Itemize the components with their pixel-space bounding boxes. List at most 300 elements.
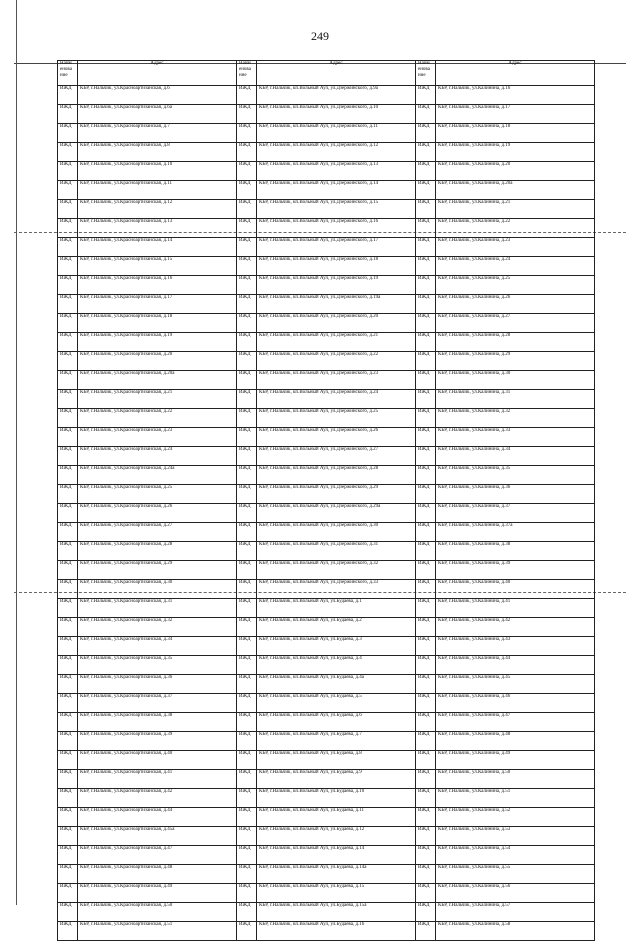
object-type-cell: ИЖД [58, 846, 78, 865]
object-type-cell: ИЖД [237, 200, 257, 219]
object-type-cell: ИЖД [416, 257, 436, 276]
address-cell: КБР, г.Нальчик, ул.Красноартизанская, д.34 [78, 637, 237, 656]
object-type-cell: ИЖД [416, 390, 436, 409]
table-row [58, 371, 595, 390]
object-type-cell: ИЖД [416, 903, 436, 922]
address-cell: КБР, г.Нальчик, ул.Калинина, д.49 [436, 751, 595, 770]
address-cell: КБР, г.Нальчик, кп.Вольный Аул, ул.Будаева, д.5 [257, 694, 416, 713]
object-type-cell: ИЖД [58, 257, 78, 276]
object-type-cell: ИЖД [416, 922, 436, 941]
table-row [58, 808, 595, 827]
object-type-cell: ИЖД [58, 352, 78, 371]
object-type-cell: ИЖД [58, 238, 78, 257]
address-cell: КБР, г.Нальчик, ул.Красноартизанская, д.22 [78, 409, 237, 428]
header-address: Адрес [257, 61, 416, 86]
table-row [58, 770, 595, 789]
object-type-cell: ИЖД [416, 846, 436, 865]
address-cell: КБР, г.Нальчик, ул.Красноартизанская, д.25 [78, 485, 237, 504]
object-type-cell: ИЖД [416, 675, 436, 694]
table-row [58, 352, 595, 371]
address-cell: КБР, г.Нальчик, кп.Вольный Аул, ул.Будаева, д.12 [257, 827, 416, 846]
left-margin-rule [16, 0, 17, 905]
address-cell: КБР, г.Нальчик, ул.Калинина, д.47 [436, 713, 595, 732]
object-type-cell: ИЖД [58, 485, 78, 504]
address-cell: КБР, г.Нальчик, ул.Красноартизанская, д.6а [78, 105, 237, 124]
address-cell: КБР, г.Нальчик, ул.Красноартизанская, д.24а [78, 466, 237, 485]
address-cell: КБР, г.Нальчик, ул.Калинина, д.42 [436, 618, 595, 637]
address-cell: КБР, г.Нальчик, ул.Красноартизанская, д.20а [78, 371, 237, 390]
address-cell: КБР, г.Нальчик, ул.Красноартизанская, д.39 [78, 732, 237, 751]
address-cell: КБР, г.Нальчик, ул.Калинина, д.54 [436, 846, 595, 865]
object-type-cell: ИЖД [237, 485, 257, 504]
address-cell: КБР, г.Нальчик, кп.Вольный Аул, ул.Будаева, д.4 [257, 656, 416, 675]
table-row [58, 675, 595, 694]
table-row [58, 257, 595, 276]
table-row [58, 656, 595, 675]
address-cell: КБР, г.Нальчик, кп.Вольный Аул, ул.Дзержинского, д.23 [257, 371, 416, 390]
object-type-cell: ИЖД [237, 656, 257, 675]
table-row [58, 181, 595, 200]
object-type-cell: ИЖД [237, 466, 257, 485]
object-type-cell: ИЖД [58, 637, 78, 656]
address-cell: КБР, г.Нальчик, ул.Красноартизанская, д.51 [78, 922, 237, 941]
address-cell: КБР, г.Нальчик, кп.Вольный Аул, ул.Дзержинского, д.24 [257, 390, 416, 409]
table-row [58, 86, 595, 105]
address-cell: КБР, г.Нальчик, кп.Вольный Аул, ул.Дзержинского, д.22 [257, 352, 416, 371]
header-address: Адрес [78, 61, 237, 86]
object-type-cell: ИЖД [237, 86, 257, 105]
object-type-cell: ИЖД [237, 257, 257, 276]
header-name: Наим енова ние [58, 61, 78, 86]
object-type-cell: ИЖД [58, 428, 78, 447]
table-row [58, 314, 595, 333]
object-type-cell: ИЖД [58, 618, 78, 637]
address-cell: КБР, г.Нальчик, ул.Калинина, д.32 [436, 409, 595, 428]
table-row [58, 466, 595, 485]
object-type-cell: ИЖД [237, 181, 257, 200]
object-type-cell: ИЖД [237, 542, 257, 561]
object-type-cell: ИЖД [416, 181, 436, 200]
object-type-cell: ИЖД [58, 770, 78, 789]
object-type-cell: ИЖД [416, 599, 436, 618]
object-type-cell: ИЖД [416, 618, 436, 637]
address-cell: КБР, г.Нальчик, ул.Красноартизанская, д.24 [78, 447, 237, 466]
table-row [58, 713, 595, 732]
object-type-cell: ИЖД [58, 219, 78, 238]
address-cell: КБР, г.Нальчик, кп.Вольный Аул, ул.Дзержинского, д.12 [257, 143, 416, 162]
address-cell: КБР, г.Нальчик, ул.Красноартизанская, д.12 [78, 200, 237, 219]
address-cell: КБР, г.Нальчик, кп.Вольный Аул, ул.Дзержинского, д.13 [257, 162, 416, 181]
table-row [58, 238, 595, 257]
object-type-cell: ИЖД [237, 694, 257, 713]
address-cell: КБР, г.Нальчик, ул.Красноартизанская, д.15 [78, 257, 237, 276]
address-cell: КБР, г.Нальчик, кп.Вольный Аул, ул.Дзержинского, д.9а [257, 86, 416, 105]
table-row [58, 618, 595, 637]
object-type-cell: ИЖД [237, 352, 257, 371]
address-cell: КБР, г.Нальчик, кп.Вольный Аул, ул.Дзержинского, д.29 [257, 485, 416, 504]
object-type-cell: ИЖД [416, 561, 436, 580]
table-row [58, 447, 595, 466]
address-cell: КБР, г.Нальчик, ул.Красноартизанская, д.38 [78, 713, 237, 732]
address-cell: КБР, г.Нальчик, кп.Вольный Аул, ул.Дзержинского, д.10 [257, 105, 416, 124]
object-type-cell: ИЖД [58, 181, 78, 200]
object-type-cell: ИЖД [237, 333, 257, 352]
table-row [58, 409, 595, 428]
table-row [58, 865, 595, 884]
object-type-cell: ИЖД [416, 333, 436, 352]
address-cell: КБР, г.Нальчик, ул.Красноартизанская, д.19 [78, 333, 237, 352]
address-cell: КБР, г.Нальчик, ул.Калинина, д.21 [436, 200, 595, 219]
address-cell: КБР, г.Нальчик, ул.Калинина, д.52 [436, 808, 595, 827]
address-cell: КБР, г.Нальчик, ул.Красноартизанская, д.48 [78, 865, 237, 884]
object-type-cell: ИЖД [58, 808, 78, 827]
table-row [58, 542, 595, 561]
address-cell: КБР, г.Нальчик, ул.Калинина, д.16 [436, 86, 595, 105]
address-cell: КБР, г.Нальчик, ул.Калинина, д.51 [436, 789, 595, 808]
header-address: Адрес [436, 61, 595, 86]
object-type-cell: ИЖД [58, 447, 78, 466]
address-cell: КБР, г.Нальчик, ул.Красноартизанская, д.26 [78, 504, 237, 523]
address-cell: КБР, г.Нальчик, кп.Вольный Аул, ул.Дзержинского, д.33 [257, 580, 416, 599]
address-cell: КБР, г.Нальчик, ул.Красноартизанская, д.18 [78, 314, 237, 333]
address-cell: КБР, г.Нальчик, ул.Калинина, д.45 [436, 675, 595, 694]
address-cell: КБР, г.Нальчик, ул.Красноартизанская, д.32 [78, 618, 237, 637]
object-type-cell: ИЖД [237, 751, 257, 770]
table-row [58, 599, 595, 618]
address-cell: КБР, г.Нальчик, ул.Красноартизанская, д.21 [78, 390, 237, 409]
object-type-cell: ИЖД [416, 409, 436, 428]
object-type-cell: ИЖД [416, 314, 436, 333]
object-type-cell: ИЖД [237, 390, 257, 409]
address-cell: КБР, г.Нальчик, кп.Вольный Аул, ул.Будаева, д.3 [257, 637, 416, 656]
table-row [58, 390, 595, 409]
object-type-cell: ИЖД [237, 865, 257, 884]
address-cell: КБР, г.Нальчик, ул.Калинина, д.28 [436, 333, 595, 352]
object-type-cell: ИЖД [58, 105, 78, 124]
address-cell: КБР, г.Нальчик, ул.Красноартизанская, д.13 [78, 219, 237, 238]
object-type-cell: ИЖД [416, 200, 436, 219]
address-cell: КБР, г.Нальчик, ул.Красноартизанская, д.36 [78, 675, 237, 694]
header-row [58, 61, 595, 86]
address-cell: КБР, г.Нальчик, кп.Вольный Аул, ул.Дзержинского, д.30 [257, 523, 416, 542]
address-cell: КБР, г.Нальчик, кп.Вольный Аул, ул.Будаева, д.7 [257, 732, 416, 751]
address-cell: КБР, г.Нальчик, кп.Вольный Аул, ул.Будаева, д.14 [257, 846, 416, 865]
address-cell: КБР, г.Нальчик, кп.Вольный Аул, ул.Дзержинского, д.16 [257, 219, 416, 238]
object-type-cell: ИЖД [58, 675, 78, 694]
address-cell: КБР, г.Нальчик, ул.Красноартизанская, д.31 [78, 599, 237, 618]
object-type-cell: ИЖД [58, 751, 78, 770]
object-type-cell: ИЖД [237, 504, 257, 523]
address-cell: КБР, г.Нальчик, кп.Вольный Аул, ул.Дзержинского, д.14 [257, 181, 416, 200]
object-type-cell: ИЖД [237, 409, 257, 428]
object-type-cell: ИЖД [416, 694, 436, 713]
object-type-cell: ИЖД [237, 162, 257, 181]
table-row [58, 276, 595, 295]
object-type-cell: ИЖД [416, 105, 436, 124]
address-cell: КБР, г.Нальчик, кп.Вольный Аул, ул.Дзержинского, д.20 [257, 314, 416, 333]
table-row [58, 219, 595, 238]
object-type-cell: ИЖД [416, 523, 436, 542]
address-cell: КБР, г.Нальчик, ул.Красноартизанская, д.20 [78, 352, 237, 371]
address-cell: КБР, г.Нальчик, ул.Калинина, д.19 [436, 143, 595, 162]
object-type-cell: ИЖД [416, 504, 436, 523]
table-row [58, 827, 595, 846]
address-cell: КБР, г.Нальчик, ул.Красноартизанская, д.49 [78, 884, 237, 903]
object-type-cell: ИЖД [416, 789, 436, 808]
object-type-cell: ИЖД [58, 409, 78, 428]
object-type-cell: ИЖД [237, 903, 257, 922]
address-cell: КБР, г.Нальчик, ул.Красноартизанская, д.28 [78, 542, 237, 561]
table-row [58, 637, 595, 656]
address-cell: КБР, г.Нальчик, кп.Вольный Аул, ул.Дзержинского, д.19а [257, 295, 416, 314]
address-cell: КБР, г.Нальчик, ул.Калинина, д.55 [436, 865, 595, 884]
address-cell: КБР, г.Нальчик, кп.Вольный Аул, ул.Дзержинского, д.27 [257, 447, 416, 466]
address-cell: КБР, г.Нальчик, ул.Красноартизанская, д.30 [78, 580, 237, 599]
object-type-cell: ИЖД [416, 485, 436, 504]
object-type-cell: ИЖД [237, 884, 257, 903]
address-cell: КБР, г.Нальчик, ул.Калинина, д.41 [436, 599, 595, 618]
address-cell: КБР, г.Нальчик, ул.Красноартизанская, д.47 [78, 846, 237, 865]
table-row [58, 105, 595, 124]
object-type-cell: ИЖД [416, 713, 436, 732]
address-cell: КБР, г.Нальчик, ул.Калинина, д.23 [436, 238, 595, 257]
address-cell: КБР, г.Нальчик, ул.Красноартизанская, д.8 [78, 143, 237, 162]
object-type-cell: ИЖД [416, 276, 436, 295]
object-type-cell: ИЖД [237, 922, 257, 941]
address-cell: КБР, г.Нальчик, кп.Вольный Аул, ул.Будаева, д.11 [257, 808, 416, 827]
object-type-cell: ИЖД [237, 314, 257, 333]
table-row [58, 694, 595, 713]
object-type-cell: ИЖД [58, 865, 78, 884]
address-registry-table [57, 60, 595, 941]
address-cell: КБР, г.Нальчик, ул.Калинина, д.58 [436, 922, 595, 941]
object-type-cell: ИЖД [416, 219, 436, 238]
address-cell: КБР, г.Нальчик, ул.Калинина, д.18 [436, 124, 595, 143]
object-type-cell: ИЖД [58, 314, 78, 333]
object-type-cell: ИЖД [416, 447, 436, 466]
address-cell: КБР, г.Нальчик, ул.Калинина, д.30 [436, 371, 595, 390]
table-row [58, 485, 595, 504]
table-row [58, 504, 595, 523]
object-type-cell: ИЖД [237, 447, 257, 466]
object-type-cell: ИЖД [237, 618, 257, 637]
address-cell: КБР, г.Нальчик, ул.Красноартизанская, д.45а [78, 827, 237, 846]
object-type-cell: ИЖД [58, 295, 78, 314]
address-cell: КБР, г.Нальчик, ул.Красноартизанская, д.14 [78, 238, 237, 257]
header-name: Наим енова ние [237, 61, 257, 86]
address-cell: КБР, г.Нальчик, ул.Красноартизанская, д.6 [78, 86, 237, 105]
address-cell: КБР, г.Нальчик, ул.Калинина, д.53 [436, 827, 595, 846]
address-cell: КБР, г.Нальчик, ул.Калинина, д.26 [436, 295, 595, 314]
object-type-cell: ИЖД [58, 561, 78, 580]
address-cell: КБР, г.Нальчик, ул.Калинина, д.37 [436, 504, 595, 523]
object-type-cell: ИЖД [237, 561, 257, 580]
object-type-cell: ИЖД [416, 428, 436, 447]
address-cell: КБР, г.Нальчик, кп.Вольный Аул, ул.Будаева, д.4а [257, 675, 416, 694]
object-type-cell: ИЖД [416, 770, 436, 789]
object-type-cell: ИЖД [58, 162, 78, 181]
table-row [58, 922, 595, 941]
object-type-cell: ИЖД [58, 713, 78, 732]
address-cell: КБР, г.Нальчик, ул.Калинина, д.46 [436, 694, 595, 713]
address-cell: КБР, г.Нальчик, кп.Вольный Аул, ул.Дзержинского, д.28 [257, 466, 416, 485]
address-cell: КБР, г.Нальчик, ул.Калинина, д.39 [436, 561, 595, 580]
address-cell: КБР, г.Нальчик, ул.Красноартизанская, д.40 [78, 751, 237, 770]
object-type-cell: ИЖД [58, 200, 78, 219]
address-cell: КБР, г.Нальчик, ул.Калинина, д.25 [436, 276, 595, 295]
table-row [58, 333, 595, 352]
table-row [58, 751, 595, 770]
object-type-cell: ИЖД [58, 903, 78, 922]
address-cell: КБР, г.Нальчик, ул.Калинина, д.40 [436, 580, 595, 599]
object-type-cell: ИЖД [237, 808, 257, 827]
object-type-cell: ИЖД [58, 504, 78, 523]
address-cell: КБР, г.Нальчик, ул.Калинина, д.43 [436, 637, 595, 656]
address-cell: КБР, г.Нальчик, ул.Красноартизанская, д.37 [78, 694, 237, 713]
page-number: 249 [311, 29, 329, 43]
object-type-cell: ИЖД [237, 599, 257, 618]
object-type-cell: ИЖД [58, 124, 78, 143]
object-type-cell: ИЖД [58, 732, 78, 751]
object-type-cell: ИЖД [58, 333, 78, 352]
address-cell: КБР, г.Нальчик, кп.Вольный Аул, ул.Дзержинского, д.26 [257, 428, 416, 447]
address-cell: КБР, г.Нальчик, ул.Калинина, д.35 [436, 466, 595, 485]
object-type-cell: ИЖД [237, 143, 257, 162]
address-cell: КБР, г.Нальчик, кп.Вольный Аул, ул.Будаева, д.1 [257, 599, 416, 618]
address-cell: КБР, г.Нальчик, кп.Вольный Аул, ул.Будаева, д.15 [257, 884, 416, 903]
address-cell: КБР, г.Нальчик, ул.Калинина, д.37а [436, 523, 595, 542]
object-type-cell: ИЖД [237, 523, 257, 542]
address-cell: КБР, г.Нальчик, кп.Вольный Аул, ул.Будаева, д.14а [257, 865, 416, 884]
table-row [58, 428, 595, 447]
address-cell: КБР, г.Нальчик, ул.Красноартизанская, д.41 [78, 770, 237, 789]
table-body [58, 86, 595, 941]
header-name: Наим енова ние [416, 61, 436, 86]
table-row [58, 884, 595, 903]
object-type-cell: ИЖД [58, 789, 78, 808]
object-type-cell: ИЖД [416, 295, 436, 314]
address-cell: КБР, г.Нальчик, кп.Вольный Аул, ул.Дзержинского, д.21 [257, 333, 416, 352]
address-cell: КБР, г.Нальчик, кп.Вольный Аул, ул.Будаева, д.2 [257, 618, 416, 637]
address-cell: КБР, г.Нальчик, ул.Калинина, д.27 [436, 314, 595, 333]
object-type-cell: ИЖД [237, 428, 257, 447]
object-type-cell: ИЖД [58, 580, 78, 599]
address-cell: КБР, г.Нальчик, ул.Калинина, д.20а [436, 181, 595, 200]
address-cell: КБР, г.Нальчик, ул.Красноартизанская, д.16 [78, 276, 237, 295]
object-type-cell: ИЖД [416, 732, 436, 751]
object-type-cell: ИЖД [416, 637, 436, 656]
object-type-cell: ИЖД [237, 124, 257, 143]
object-type-cell: ИЖД [416, 162, 436, 181]
table-row [58, 846, 595, 865]
address-cell: КБР, г.Нальчик, ул.Калинина, д.56 [436, 884, 595, 903]
object-type-cell: ИЖД [58, 542, 78, 561]
table-row [58, 732, 595, 751]
object-type-cell: ИЖД [237, 846, 257, 865]
object-type-cell: ИЖД [237, 295, 257, 314]
object-type-cell: ИЖД [416, 86, 436, 105]
address-cell: КБР, г.Нальчик, кп.Вольный Аул, ул.Дзержинского, д.11 [257, 124, 416, 143]
address-cell: КБР, г.Нальчик, кп.Вольный Аул, ул.Будаева, д.8 [257, 751, 416, 770]
table-row [58, 200, 595, 219]
table-row [58, 162, 595, 181]
address-cell: КБР, г.Нальчик, кп.Вольный Аул, ул.Будаева, д.6 [257, 713, 416, 732]
object-type-cell: ИЖД [237, 732, 257, 751]
object-type-cell: ИЖД [237, 371, 257, 390]
address-cell: КБР, г.Нальчик, ул.Калинина, д.33 [436, 428, 595, 447]
address-cell: КБР, г.Нальчик, кп.Вольный Аул, ул.Будаева, д.15а [257, 903, 416, 922]
address-cell: КБР, г.Нальчик, ул.Калинина, д.44 [436, 656, 595, 675]
address-cell: КБР, г.Нальчик, ул.Калинина, д.17 [436, 105, 595, 124]
object-type-cell: ИЖД [416, 865, 436, 884]
table-row [58, 561, 595, 580]
object-type-cell: ИЖД [416, 808, 436, 827]
address-cell: КБР, г.Нальчик, кп.Вольный Аул, ул.Будаева, д.10 [257, 789, 416, 808]
object-type-cell: ИЖД [237, 105, 257, 124]
object-type-cell: ИЖД [58, 827, 78, 846]
address-cell: КБР, г.Нальчик, ул.Калинина, д.29 [436, 352, 595, 371]
table-row [58, 124, 595, 143]
object-type-cell: ИЖД [237, 276, 257, 295]
object-type-cell: ИЖД [416, 751, 436, 770]
object-type-cell: ИЖД [58, 143, 78, 162]
address-cell: КБР, г.Нальчик, ул.Красноартизанская, д.27 [78, 523, 237, 542]
address-cell: КБР, г.Нальчик, кп.Вольный Аул, ул.Будаева, д.9 [257, 770, 416, 789]
object-type-cell: ИЖД [416, 371, 436, 390]
address-cell: КБР, г.Нальчик, кп.Вольный Аул, ул.Дзержинского, д.18 [257, 257, 416, 276]
address-cell: КБР, г.Нальчик, ул.Калинина, д.20 [436, 162, 595, 181]
object-type-cell: ИЖД [58, 390, 78, 409]
object-type-cell: ИЖД [237, 713, 257, 732]
object-type-cell: ИЖД [416, 466, 436, 485]
table-row [58, 523, 595, 542]
object-type-cell: ИЖД [237, 789, 257, 808]
object-type-cell: ИЖД [237, 238, 257, 257]
object-type-cell: ИЖД [416, 143, 436, 162]
address-cell: КБР, г.Нальчик, ул.Красноартизанская, д.23 [78, 428, 237, 447]
object-type-cell: ИЖД [58, 276, 78, 295]
address-cell: КБР, г.Нальчик, ул.Красноартизанская, д.35 [78, 656, 237, 675]
object-type-cell: ИЖД [237, 219, 257, 238]
address-cell: КБР, г.Нальчик, ул.Красноартизанская, д.50 [78, 903, 237, 922]
object-type-cell: ИЖД [58, 523, 78, 542]
address-cell: КБР, г.Нальчик, ул.Калинина, д.22 [436, 219, 595, 238]
table-row [58, 295, 595, 314]
address-cell: КБР, г.Нальчик, ул.Калинина, д.34 [436, 447, 595, 466]
address-cell: КБР, г.Нальчик, кп.Вольный Аул, ул.Дзержинского, д.17 [257, 238, 416, 257]
object-type-cell: ИЖД [58, 466, 78, 485]
object-type-cell: ИЖД [416, 656, 436, 675]
object-type-cell: ИЖД [58, 656, 78, 675]
address-cell: КБР, г.Нальчик, кп.Вольный Аул, ул.Будаева, д.16 [257, 922, 416, 941]
object-type-cell: ИЖД [58, 922, 78, 941]
object-type-cell: ИЖД [416, 238, 436, 257]
object-type-cell: ИЖД [237, 637, 257, 656]
object-type-cell: ИЖД [416, 580, 436, 599]
address-cell: КБР, г.Нальчик, ул.Калинина, д.38 [436, 542, 595, 561]
object-type-cell: ИЖД [237, 675, 257, 694]
object-type-cell: ИЖД [416, 542, 436, 561]
object-type-cell: ИЖД [237, 827, 257, 846]
address-cell: КБР, г.Нальчик, ул.Калинина, д.48 [436, 732, 595, 751]
object-type-cell: ИЖД [58, 884, 78, 903]
address-cell: КБР, г.Нальчик, ул.Красноартизанская, д.17 [78, 295, 237, 314]
object-type-cell: ИЖД [237, 770, 257, 789]
address-cell: КБР, г.Нальчик, ул.Калинина, д.31 [436, 390, 595, 409]
table-row [58, 789, 595, 808]
address-cell: КБР, г.Нальчик, кп.Вольный Аул, ул.Дзержинского, д.32 [257, 561, 416, 580]
address-cell: КБР, г.Нальчик, ул.Красноартизанская, д.11 [78, 181, 237, 200]
